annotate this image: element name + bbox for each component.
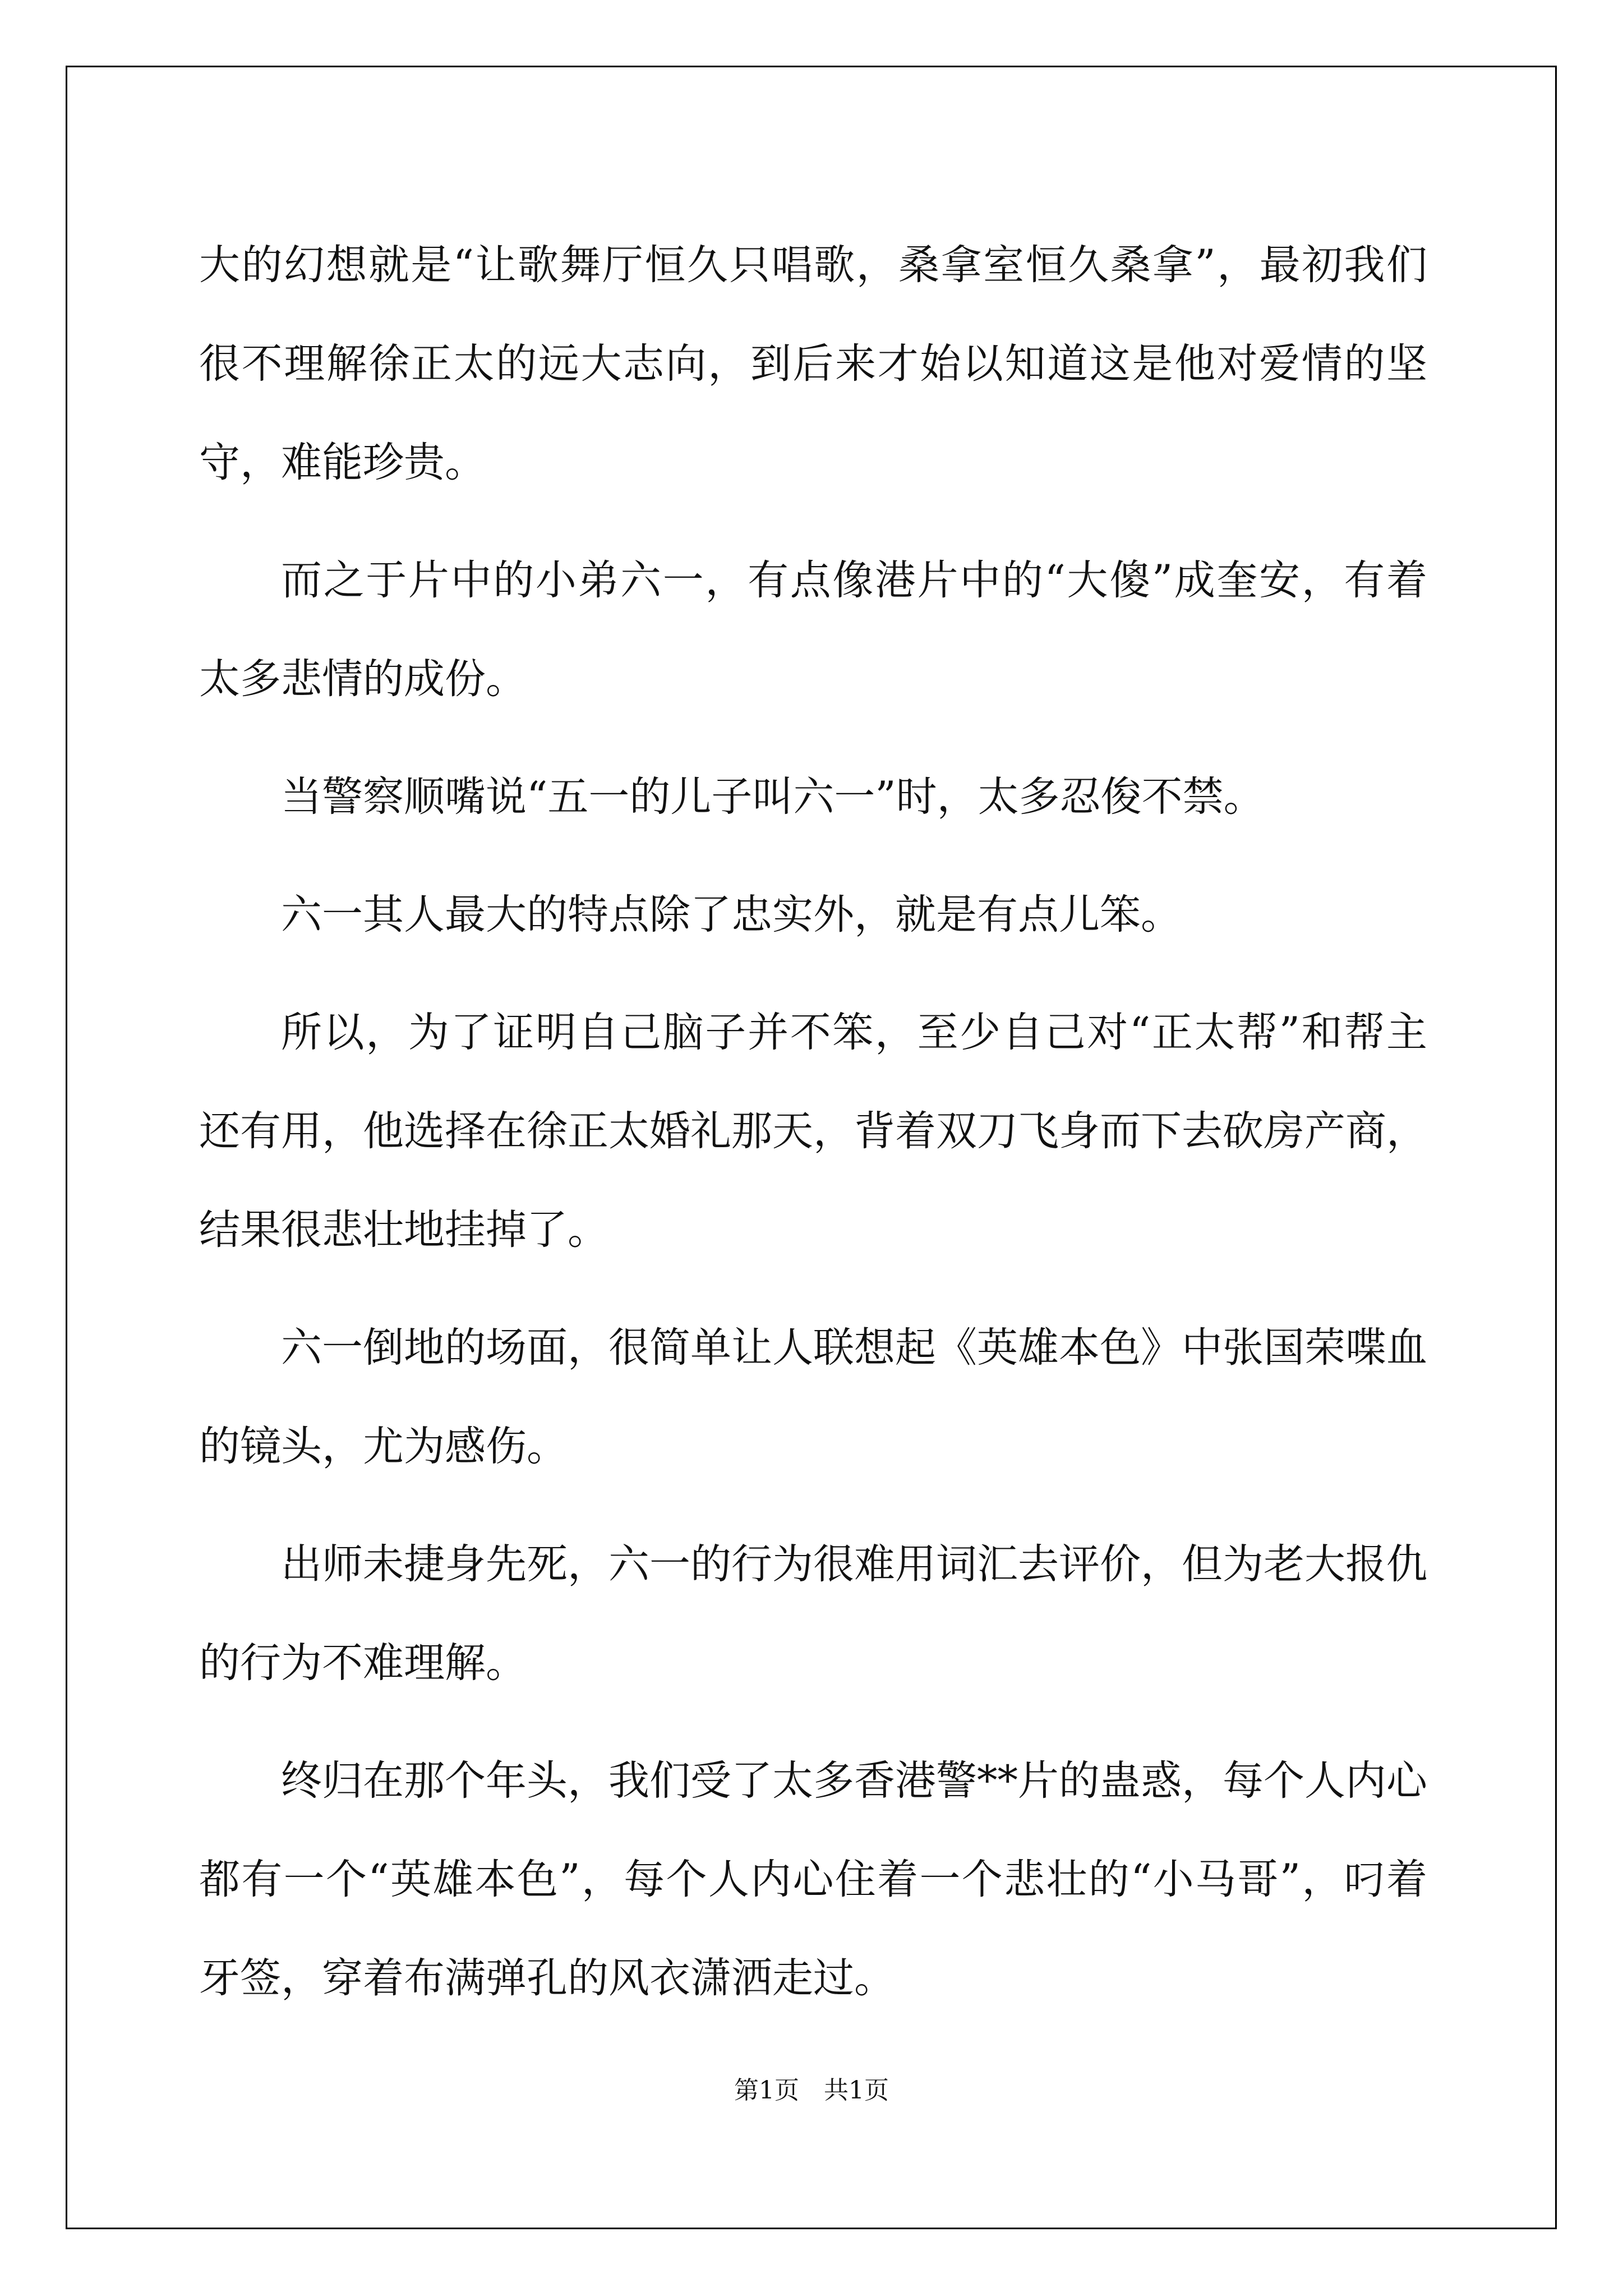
paragraph: 大的幻想就是“让歌舞厅恒久只唱歌，桑拿室恒久桑拿”，最初我们很不理解徐正太的远大志向，到后来才始以知道这是他对爱情的坚守，难能珍贵。 [199, 241, 1427, 486]
paragraph: 而之于片中的小弟六一，有点像港片中的“大傻”成奎安，有着太多悲情的成份。 [199, 556, 1427, 703]
paragraph: 终归在那个年头，我们受了太多香港警**片的蛊惑，每个人内心都有一个“英雄本色”，每个人内心住着一个悲壮的“小马哥”，叼着牙签，穿着布满弹孔的风衣潇洒走过。 [199, 1757, 1427, 2002]
page-number-footer: 第1页 共1页 [734, 2076, 889, 2105]
paragraph: 当警察顺嘴说“五一的儿子叫六一”时，太多忍俊不禁。 [281, 773, 1265, 821]
paragraph: 六一其人最大的特点除了忠实外，就是有点儿笨。 [281, 891, 1182, 938]
paragraph: 六一倒地的场面，很简单让人联想起《英雄本色》中张国荣喋血的镜头，尤为感伤。 [199, 1324, 1427, 1470]
paragraph: 所以，为了证明自己脑子并不笨，至少自己对“正太帮”和帮主还有用，他选择在徐正太婚礼那天，背着双刀飞身而下去砍房产商，结果很悲壮地挂掉了。 [199, 1009, 1427, 1254]
paragraph: 出师未捷身先死，六一的行为很难用词汇去评价，但为老大报仇的行为不难理解。 [199, 1540, 1427, 1687]
document-body [199, 216, 1427, 2047]
